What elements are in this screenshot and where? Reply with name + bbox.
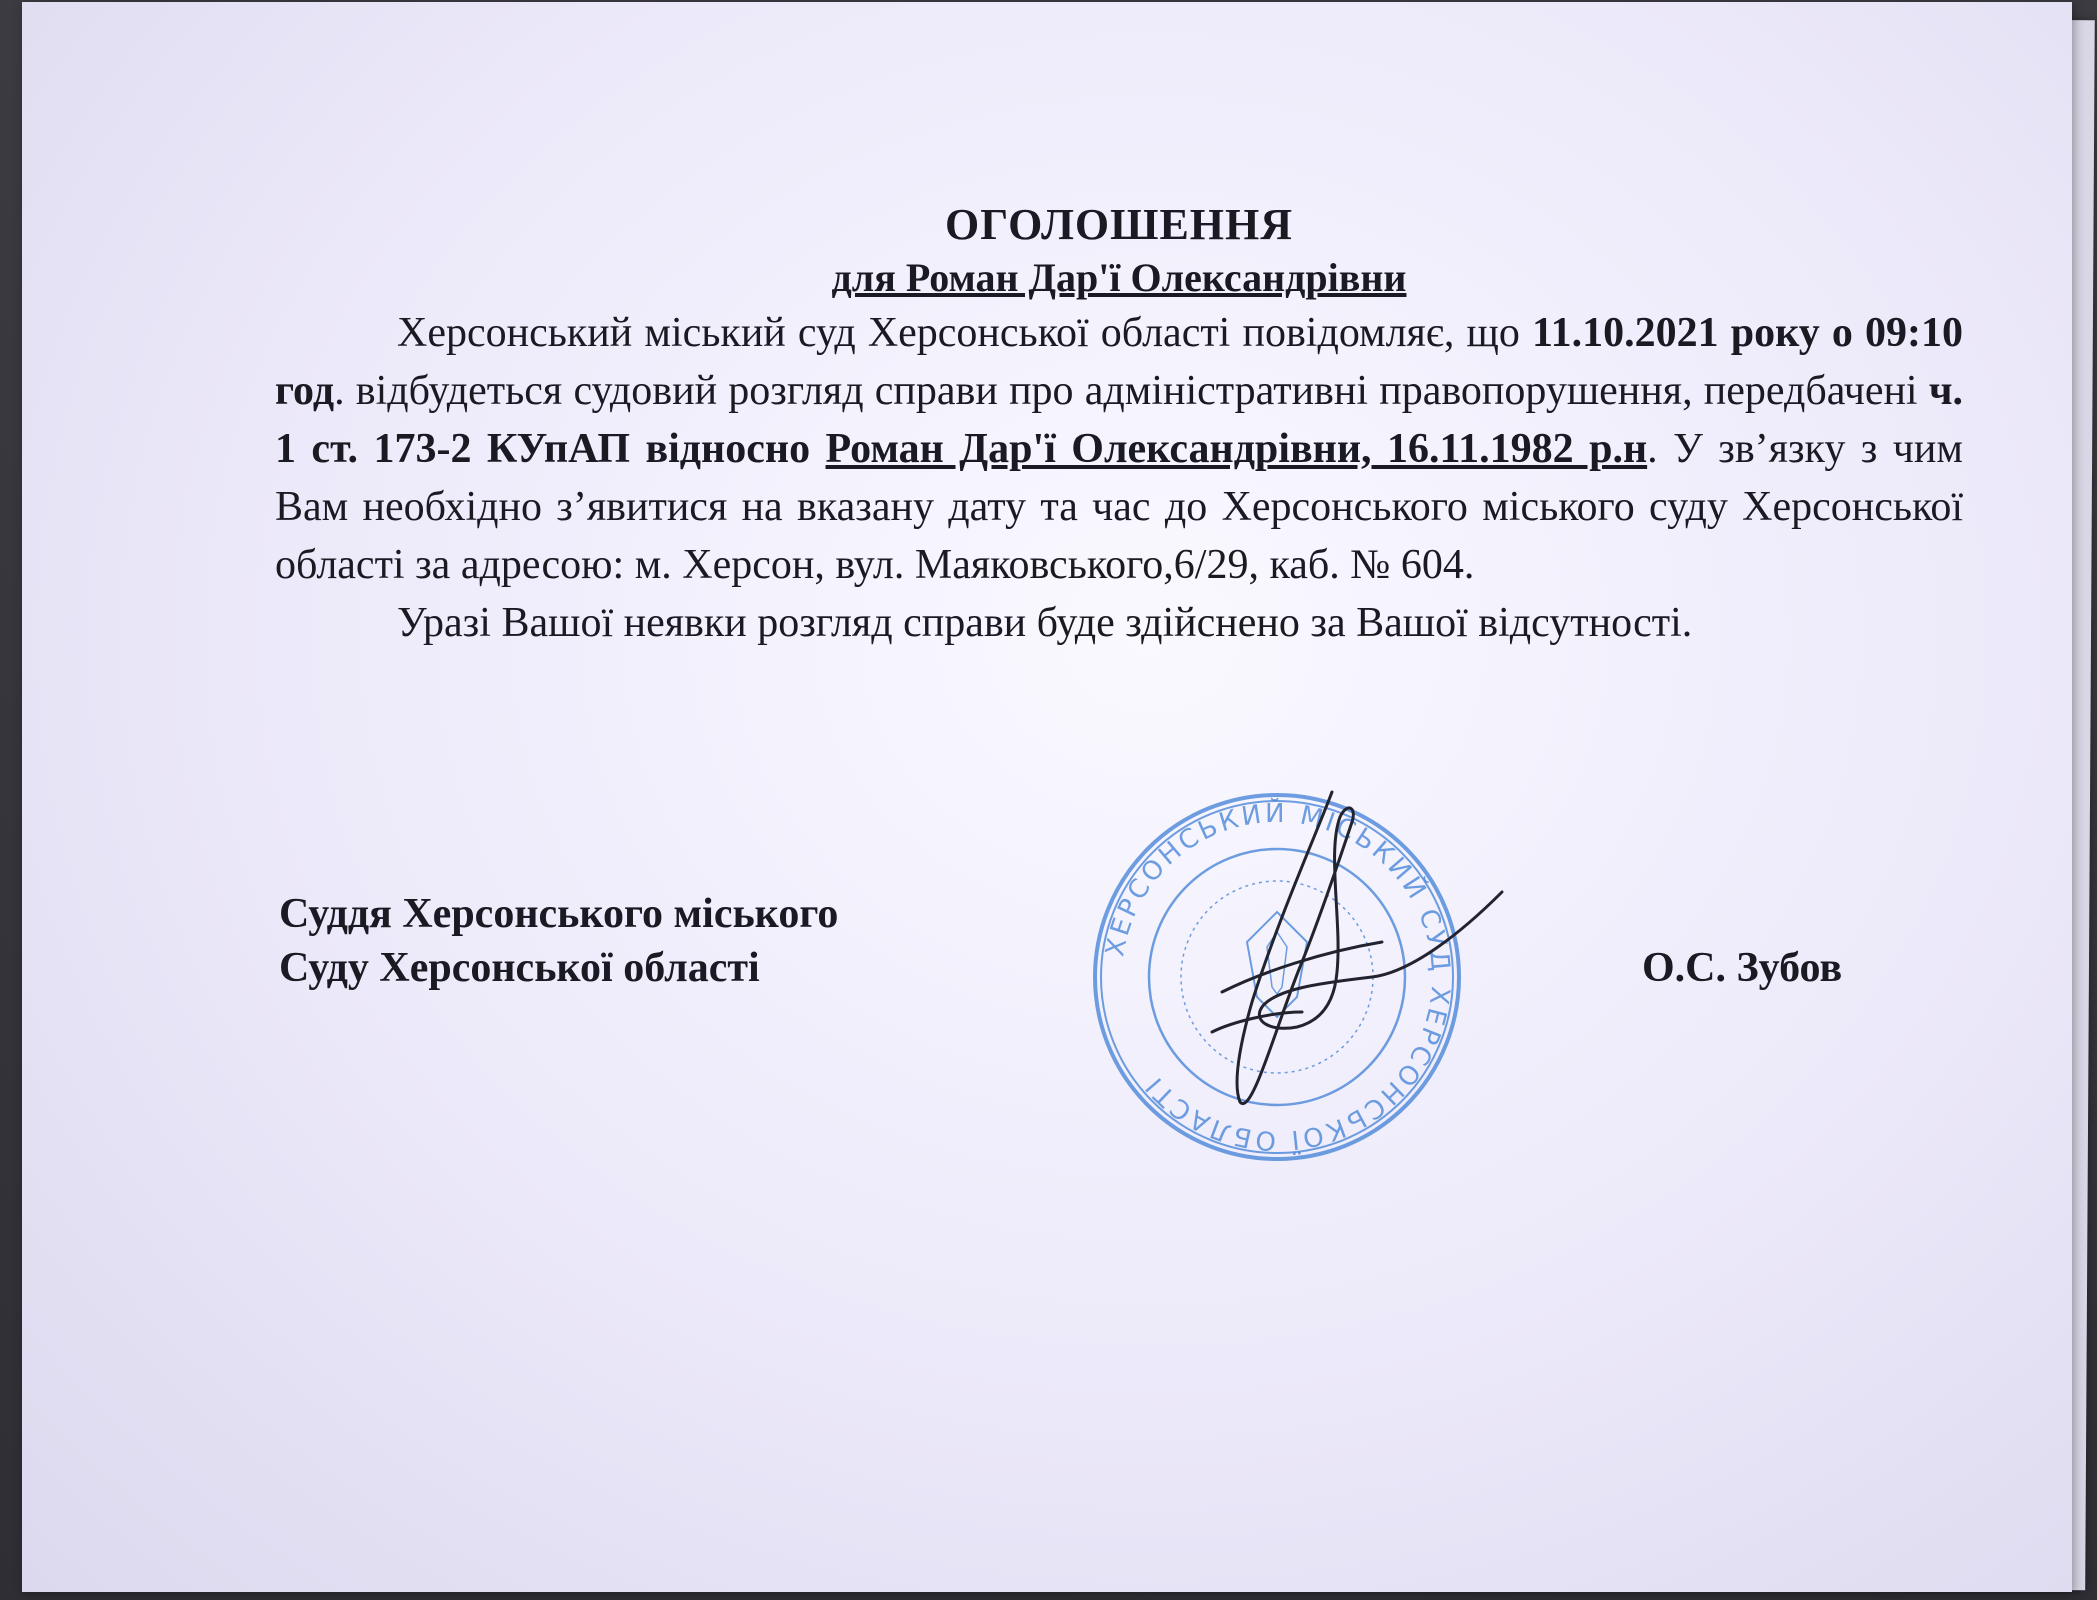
paragraph-1-end: . У зв’язку з чим Вам необхідно з’явитися на вказану дату та час до Херсонського міського суду Херсонської області за адресою: м. Херсон, вул. Маяковського,6/29, каб. № 604. xyxy=(275,426,1963,588)
paragraph-1-intro: Херсонський міський суд Херсонської області повідомляє, що xyxy=(397,310,1532,356)
judge-position xyxy=(279,887,838,995)
document-page xyxy=(22,2,2072,1592)
judge-position-line-2: Суду Херсонської області xyxy=(279,945,760,991)
notice-paragraph-1 xyxy=(275,304,1963,594)
judge-name: О.С. Зубов xyxy=(1642,945,1843,991)
addressee-text: для Роман Дар'ї Олександрівни xyxy=(831,255,1407,300)
notice-paragraph-2: Уразі Вашої неявки розгляд справи буде здійснено за Вашої відсутності. xyxy=(397,600,1693,646)
hearing-datetime: 11.10.2021 року о 09:10 год xyxy=(275,310,1963,414)
notice-addressee xyxy=(275,252,1963,304)
paragraph-1-middle: . відбудеться судовий розгляд справи про адміністративні правопорушення, передбачені xyxy=(334,368,1929,414)
notice-body xyxy=(275,198,1963,652)
handwritten-signature xyxy=(1102,772,1522,1152)
legal-article: ч. 1 ст. 173-2 КУпАП відносно xyxy=(275,368,1963,472)
notice-title: ОГОЛОШЕННЯ xyxy=(944,200,1294,249)
seal-text: ХЕРСОНСЬКИЙ МІСЬКИЙ СУД ХЕРСОНСЬКОЇ ОБЛАСТІ xyxy=(1100,798,1456,1156)
judge-position-line-1: Суддя Херсонського міського xyxy=(279,891,839,937)
person-name-dob: Роман Дар'ї Олександрівни, 16.11.1982 р.н xyxy=(825,426,1648,472)
